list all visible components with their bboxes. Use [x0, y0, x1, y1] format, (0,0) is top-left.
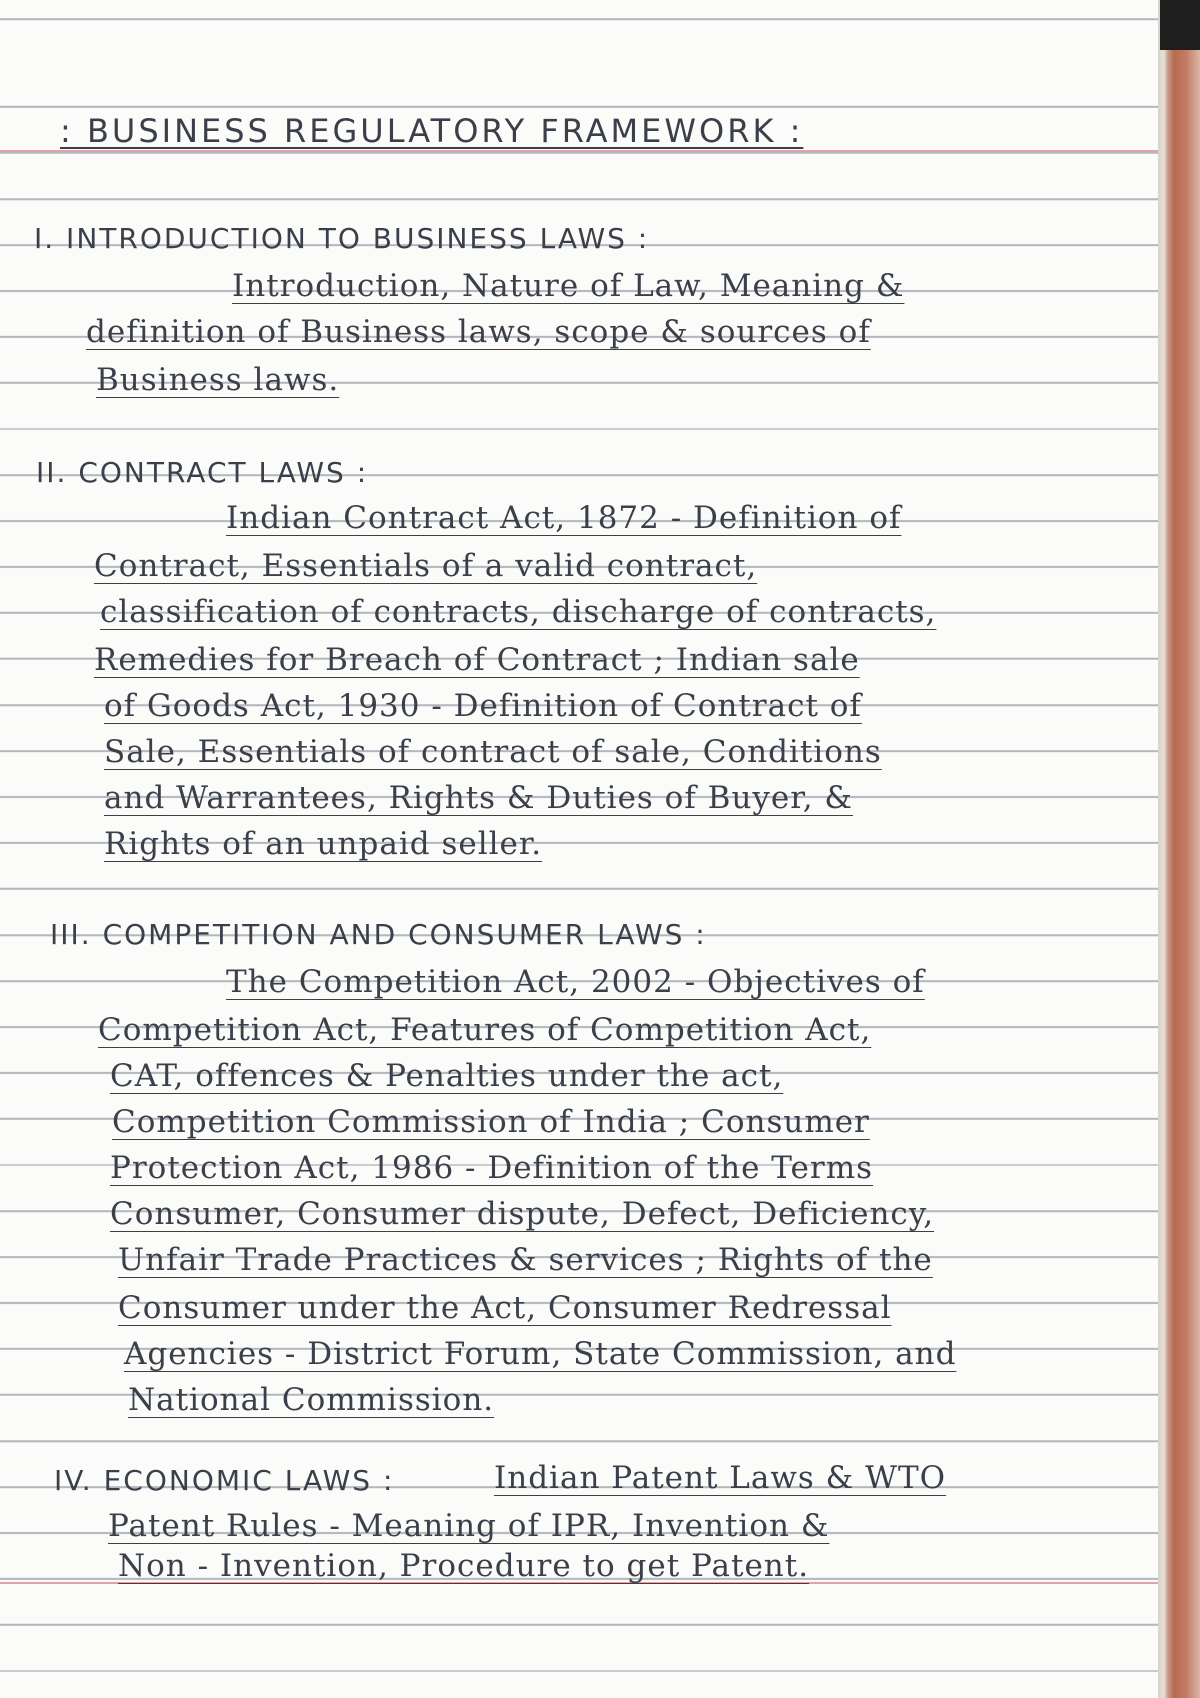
text-line: Competition Act, Features of Competition Act, — [98, 1012, 872, 1048]
text-line: Unfair Trade Practices & services ; Rights of the — [118, 1242, 933, 1278]
text-line: Competition Commission of India ; Consumer — [112, 1104, 870, 1140]
section-heading-introduction: I. INTRODUCTION TO BUSINESS LAWS : — [34, 222, 650, 255]
red-margin-line — [0, 150, 1158, 152]
section-heading-contract-laws: II. CONTRACT LAWS : — [36, 456, 369, 489]
text-line: Non - Invention, Procedure to get Patent. — [118, 1548, 810, 1584]
section-heading-economic-laws: IV. ECONOMIC LAWS : — [54, 1464, 395, 1497]
text-line: The Competition Act, 2002 - Objectives of — [226, 964, 925, 1000]
text-line: Rights of an unpaid seller. — [104, 826, 543, 862]
text-line: Patent Rules - Meaning of IPR, Invention & — [108, 1508, 830, 1544]
text-line: Indian Patent Laws & WTO — [494, 1460, 947, 1496]
text-line: Protection Act, 1986 - Definition of the Terms — [110, 1150, 874, 1186]
text-line: Contract, Essentials of a valid contract, — [94, 548, 758, 584]
text-line: CAT, offences & Penalties under the act, — [110, 1058, 784, 1094]
page-title: : BUSINESS REGULATORY FRAMEWORK : — [60, 112, 804, 150]
text-line: Indian Contract Act, 1872 - Definition of — [226, 500, 902, 536]
text-line: of Goods Act, 1930 - Definition of Contract of — [104, 688, 862, 724]
page-edge-shadow — [1158, 0, 1200, 1698]
text-line: and Warrantees, Rights & Duties of Buyer, & — [104, 780, 853, 816]
text-line: Agencies - District Forum, State Commission, and — [124, 1336, 957, 1372]
text-line: Introduction, Nature of Law, Meaning & — [232, 268, 905, 304]
text-line: National Commission. — [128, 1382, 495, 1418]
text-line: Consumer, Consumer dispute, Defect, Deficiency, — [110, 1196, 935, 1232]
text-line: definition of Business laws, scope & sources of — [86, 314, 871, 350]
dark-corner — [1160, 0, 1200, 50]
text-line: classification of contracts, discharge of contracts, — [100, 594, 937, 630]
text-line: Business laws. — [96, 362, 340, 398]
text-line: Sale, Essentials of contract of sale, Conditions — [104, 734, 882, 770]
text-line: Consumer under the Act, Consumer Redressal — [118, 1290, 892, 1326]
text-line: Remedies for Breach of Contract ; Indian sale — [94, 642, 860, 678]
section-heading-competition-consumer-laws: III. COMPETITION AND CONSUMER LAWS : — [50, 918, 707, 951]
